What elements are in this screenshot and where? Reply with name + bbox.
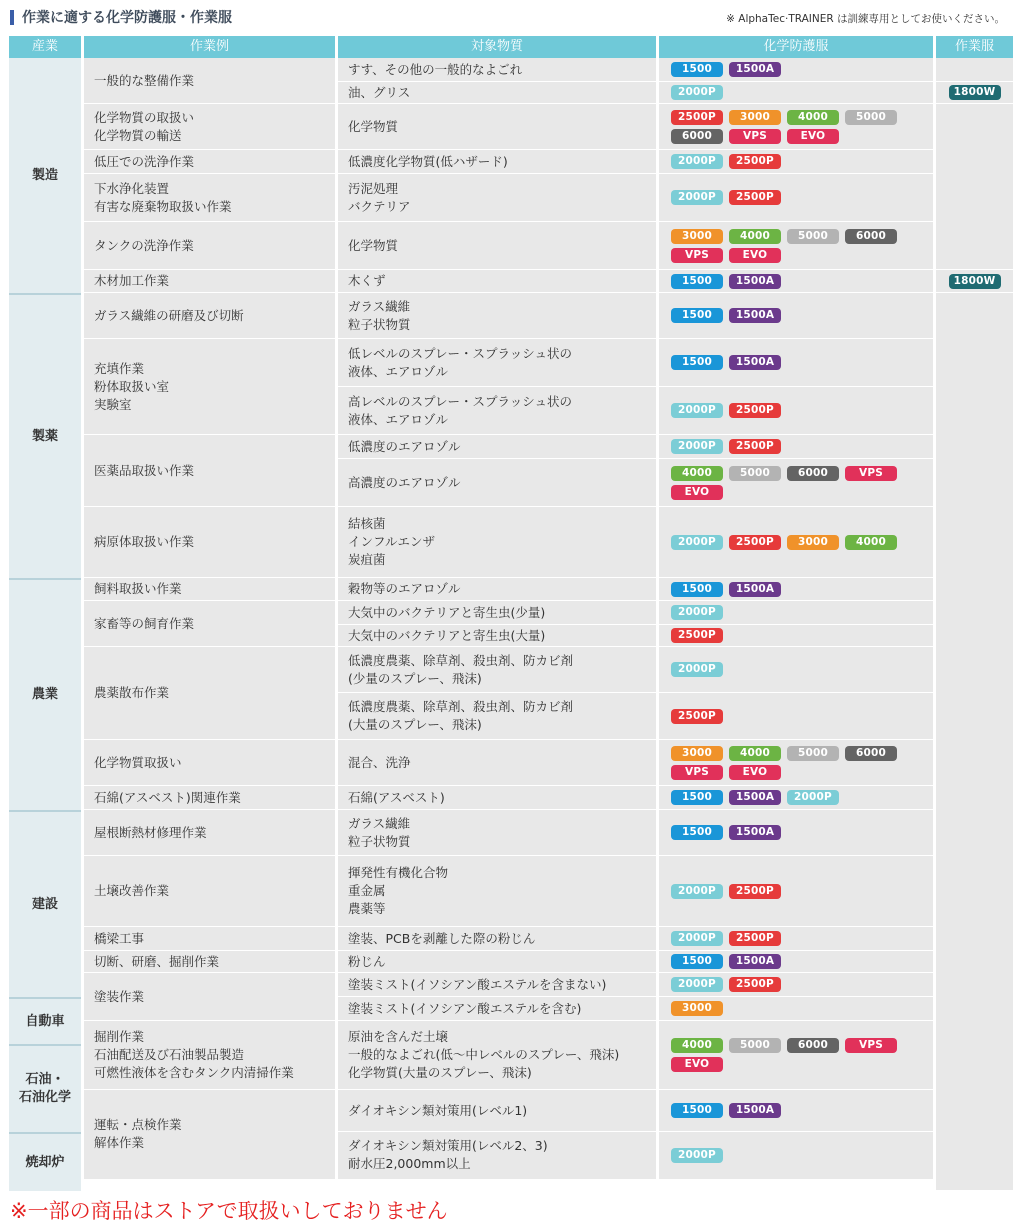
- task-cell: [84, 435, 335, 507]
- task-cell: [84, 1090, 335, 1180]
- substance-lines: 塗装、PCBを剥離した際の粉じん: [348, 930, 536, 946]
- suit-badge-2000p: 2000P: [671, 190, 723, 205]
- workwear-badge-1800w: 1800W: [949, 85, 1001, 100]
- suit-cell: [659, 435, 933, 459]
- suit-badges: [671, 1001, 911, 1016]
- suit-badge-vps: VPS: [729, 129, 781, 144]
- task-lines: 切断、研磨、掘削作業: [94, 953, 220, 969]
- suit-badge-1500: 1500: [671, 308, 723, 323]
- suit-badge-evo: EVO: [671, 1057, 723, 1072]
- workwear-cell: [936, 58, 1013, 82]
- task-lines: 運転・点検作業 解体作業: [94, 1117, 182, 1151]
- header-suit: 化学防護服: [659, 36, 933, 58]
- suit-badge-1500a: 1500A: [729, 1103, 781, 1118]
- suit-badge-1500a: 1500A: [729, 825, 781, 840]
- industry-cell: [9, 810, 81, 997]
- suit-cell: [659, 104, 933, 150]
- substance-lines: 原油を含んだ土壌 一般的なよごれ(低～中レベルのスプレー、飛沫) 化学物質(大量のスプレー、飛沫): [348, 1029, 620, 1080]
- industry-label: 建設: [31, 896, 58, 912]
- suit-badges: [671, 709, 911, 724]
- task-cell: [84, 973, 335, 1021]
- substance-cell: [338, 856, 656, 927]
- suit-badge-vps: VPS: [845, 466, 897, 481]
- industry-label: 焼却炉: [25, 1154, 65, 1170]
- substance-lines: ガラス繊維 粒子状物質: [348, 298, 411, 332]
- substance-lines: すす、その他の一般的なよごれ: [348, 61, 523, 77]
- substance-cell: [338, 693, 656, 740]
- suit-badge-1500a: 1500A: [729, 308, 781, 323]
- suit-badge-1500: 1500: [671, 790, 723, 805]
- header-task: 作業例: [84, 36, 335, 58]
- substance-cell: [338, 104, 656, 150]
- suit-badge-2000p: 2000P: [671, 931, 723, 946]
- task-lines: 化学物質取扱い: [94, 754, 182, 770]
- substance-cell: [338, 740, 656, 786]
- substance-lines: 低濃度農薬、除草剤、殺虫剤、防カビ剤 (大量のスプレー、飛沫): [348, 699, 574, 732]
- task-lines: 橋梁工事: [94, 930, 145, 946]
- task-cell: [84, 951, 335, 973]
- suit-badge-6000: 6000: [787, 466, 839, 481]
- substance-lines: 塗装ミスト(イソシアン酸エステルを含まない): [348, 976, 607, 992]
- substance-lines: 低濃度化学物質(低ハザード): [348, 153, 508, 169]
- substance-cell: [338, 339, 656, 387]
- substance-lines: 高濃度のエアロゾル: [348, 474, 461, 490]
- suit-cell: [659, 270, 933, 293]
- substance-lines: 高レベルのスプレー・スプラッシュ状の 液体、エアロゾル: [348, 393, 573, 427]
- workwear-cell: [936, 270, 1013, 293]
- industry-label: 農業: [31, 687, 58, 702]
- task-cell: [84, 1021, 335, 1090]
- substance-cell: [338, 997, 656, 1021]
- substance-cell: [338, 222, 656, 270]
- suit-badge-3000: 3000: [671, 1001, 723, 1016]
- suit-badge-vps: VPS: [671, 248, 723, 263]
- suit-badge-4000: 4000: [787, 110, 839, 125]
- substance-cell: [338, 625, 656, 647]
- suit-badges: [671, 954, 911, 969]
- suit-cell: [659, 647, 933, 693]
- page-title: 作業に適する化学防護服・作業服: [22, 10, 232, 26]
- task-lines: 塗装作業: [94, 988, 145, 1004]
- suit-badge-3000: 3000: [787, 535, 839, 550]
- suit-badge-5000: 5000: [729, 466, 781, 481]
- suit-badge-2000p: 2000P: [671, 1148, 723, 1163]
- suit-badge-3000: 3000: [671, 746, 723, 761]
- suit-badge-4000: 4000: [845, 535, 897, 550]
- suit-badges: [671, 308, 911, 323]
- task-lines: 掘削作業 石油配送及び石油製品製造 可燃性液体を含むタンク内清掃作業: [94, 1029, 294, 1080]
- title-accent-bar: [10, 10, 14, 25]
- suit-badge-2000p: 2000P: [671, 977, 723, 992]
- substance-cell: [338, 951, 656, 973]
- suit-cell: [659, 58, 933, 82]
- suit-badge-2500p: 2500P: [729, 535, 781, 550]
- suit-badge-6000: 6000: [845, 229, 897, 244]
- task-cell: [84, 222, 335, 270]
- suit-cell: [659, 222, 933, 270]
- task-cell: [84, 293, 335, 339]
- substance-lines: ダイオキシン類対策用(レベル1): [348, 1102, 528, 1118]
- industry-cell: [9, 1132, 81, 1191]
- suit-badge-1500: 1500: [671, 1103, 723, 1118]
- task-cell: [84, 174, 335, 222]
- suit-badges: [671, 403, 911, 418]
- task-cell: [84, 647, 335, 740]
- industry-cell: [9, 58, 81, 293]
- suit-badge-1500: 1500: [671, 582, 723, 597]
- suit-badge-1500a: 1500A: [729, 790, 781, 805]
- substance-cell: [338, 507, 656, 578]
- suit-badge-2500p: 2500P: [671, 110, 723, 125]
- substance-lines: 化学物質: [348, 237, 399, 253]
- suit-cell: [659, 1090, 933, 1132]
- suit-cell: [659, 82, 933, 104]
- suit-badge-3000: 3000: [671, 229, 723, 244]
- substance-lines: 油、グリス: [348, 84, 411, 100]
- suit-badge-5000: 5000: [787, 229, 839, 244]
- substance-lines: 粉じん: [348, 953, 386, 969]
- suit-cell: [659, 927, 933, 951]
- industry-label: 製薬: [31, 428, 58, 444]
- suit-badges: [671, 355, 911, 370]
- suit-badges: [671, 628, 911, 643]
- suit-badges: [671, 977, 911, 992]
- workwear-cell: [936, 104, 1013, 270]
- task-lines: 病原体取扱い作業: [94, 534, 195, 549]
- suit-badge-2000p: 2000P: [671, 605, 723, 620]
- task-lines: 下水浄化装置 有害な廃棄物取扱い作業: [94, 180, 232, 214]
- suit-badge-2500p: 2500P: [729, 439, 781, 454]
- suit-badge-2500p: 2500P: [671, 628, 723, 643]
- workwear-cell: [936, 293, 1013, 1191]
- substance-cell: [338, 82, 656, 104]
- suit-badge-1500: 1500: [671, 825, 723, 840]
- suit-badges: [671, 154, 911, 169]
- task-cell: [84, 786, 335, 810]
- suit-badge-vps: VPS: [845, 1038, 897, 1053]
- task-lines: 一般的な整備作業: [94, 72, 195, 88]
- suit-badges: [671, 466, 911, 500]
- substance-lines: 大気中のバクテリアと寄生虫(少量): [348, 604, 546, 620]
- substance-lines: ダイオキシン類対策用(レベル2、3) 耐水圧2,000mm以上: [348, 1138, 548, 1172]
- substance-lines: 木くず: [348, 273, 386, 288]
- suit-cell: [659, 293, 933, 339]
- suit-badges: [671, 1148, 911, 1163]
- suit-badge-4000: 4000: [729, 746, 781, 761]
- task-cell: [84, 856, 335, 927]
- suit-badges: [671, 62, 911, 77]
- task-lines: 化学物質の取扱い 化学物質の輸送: [94, 109, 195, 143]
- suit-badge-4000: 4000: [671, 1038, 723, 1053]
- suit-badges: [671, 85, 911, 100]
- substance-lines: 低濃度農薬、除草剤、殺虫剤、防カビ剤 (少量のスプレー、飛沫): [348, 652, 574, 686]
- substance-cell: [338, 58, 656, 82]
- suit-cell: [659, 786, 933, 810]
- suit-badge-2000p: 2000P: [671, 662, 723, 677]
- suit-badges: [671, 229, 911, 263]
- substance-cell: [338, 810, 656, 856]
- suit-badge-6000: 6000: [845, 746, 897, 761]
- substance-cell: [338, 150, 656, 174]
- suit-badges: [671, 884, 911, 899]
- substance-cell: [338, 1090, 656, 1132]
- substance-cell: [338, 174, 656, 222]
- task-lines: 低圧での洗浄作業: [94, 153, 195, 169]
- suit-cell: [659, 1021, 933, 1090]
- task-lines: タンクの洗浄作業: [94, 237, 194, 253]
- suit-badges: [671, 825, 911, 840]
- suit-cell: [659, 951, 933, 973]
- suit-badge-2500p: 2500P: [729, 977, 781, 992]
- industry-cell: [9, 293, 81, 578]
- trainer-note: ※ AlphaTec·TRAINER は訓練専用としてお使いください。: [726, 13, 1005, 25]
- suit-cell: [659, 339, 933, 387]
- task-cell: [84, 58, 335, 104]
- footer-note: ※一部の商品はストアで取扱いしておりません: [10, 1199, 448, 1223]
- suit-badge-2500p: 2500P: [729, 403, 781, 418]
- task-lines: 医薬品取扱い作業: [94, 462, 195, 478]
- substance-cell: [338, 270, 656, 293]
- task-cell: [84, 810, 335, 856]
- suit-badge-5000: 5000: [729, 1038, 781, 1053]
- task-cell: [84, 270, 335, 293]
- task-cell: [84, 927, 335, 951]
- suit-badge-evo: EVO: [787, 129, 839, 144]
- task-lines: ガラス繊維の研磨及び切断: [94, 307, 244, 323]
- suit-badge-2500p: 2500P: [671, 709, 723, 724]
- substance-cell: [338, 973, 656, 997]
- suit-badge-1500: 1500: [671, 355, 723, 370]
- task-cell: [84, 578, 335, 601]
- industry-label: 製造: [31, 167, 58, 183]
- suit-badge-2000p: 2000P: [671, 403, 723, 418]
- suit-badge-2500p: 2500P: [729, 884, 781, 899]
- task-cell: [84, 150, 335, 174]
- suit-badges: [671, 931, 911, 946]
- suit-badge-2000p: 2000P: [787, 790, 839, 805]
- suit-badge-6000: 6000: [671, 129, 723, 144]
- suit-cell: [659, 740, 933, 786]
- substance-lines: 低レベルのスプレー・スプラッシュ状の 液体、エアロゾル: [348, 345, 573, 379]
- suit-cell: [659, 625, 933, 647]
- suit-badge-evo: EVO: [729, 765, 781, 780]
- suit-cell: [659, 1132, 933, 1180]
- suit-badge-4000: 4000: [729, 229, 781, 244]
- suit-badge-2000p: 2000P: [671, 439, 723, 454]
- suit-badge-2500p: 2500P: [729, 931, 781, 946]
- task-cell: [84, 507, 335, 578]
- suit-badges: [671, 605, 911, 620]
- task-cell: [84, 104, 335, 150]
- suit-badges: [671, 582, 911, 597]
- task-cell: [84, 601, 335, 647]
- task-cell: [84, 740, 335, 786]
- task-cell: [84, 339, 335, 435]
- suit-badge-evo: EVO: [729, 248, 781, 263]
- suit-badges: [671, 1038, 911, 1072]
- suit-cell: [659, 578, 933, 601]
- suit-cell: [659, 973, 933, 997]
- substance-lines: 石綿(アスベスト): [348, 789, 445, 805]
- suit-badges: [671, 110, 911, 144]
- substance-lines: 低濃度のエアロゾル: [348, 438, 461, 454]
- suit-badge-2500p: 2500P: [729, 154, 781, 169]
- task-lines: 充填作業 粉体取扱い室 実験室: [94, 360, 170, 412]
- task-lines: 土壌改善作業: [94, 883, 170, 898]
- substance-lines: 揮発性有機化合物 重金属 農薬等: [348, 865, 449, 916]
- task-lines: 農薬散布作業: [94, 685, 170, 700]
- substance-cell: [338, 578, 656, 601]
- suit-badge-1500: 1500: [671, 62, 723, 77]
- industry-cell: [9, 1044, 81, 1132]
- suit-cell: [659, 150, 933, 174]
- suit-badge-1500a: 1500A: [729, 954, 781, 969]
- suit-badge-1500: 1500: [671, 954, 723, 969]
- substance-lines: 汚泥処理 バクテリア: [348, 180, 411, 214]
- suit-badge-6000: 6000: [787, 1038, 839, 1053]
- suit-badges: [671, 535, 911, 550]
- substance-cell: [338, 387, 656, 435]
- suit-badge-vps: VPS: [671, 765, 723, 780]
- substance-cell: [338, 459, 656, 507]
- suit-cell: [659, 810, 933, 856]
- suit-badges: [671, 439, 911, 454]
- industry-label: 自動車: [25, 1013, 65, 1029]
- header-industry: 産業: [9, 36, 81, 58]
- suit-badges: [671, 746, 911, 780]
- suit-badge-4000: 4000: [671, 466, 723, 481]
- suit-cell: [659, 997, 933, 1021]
- suit-cell: [659, 507, 933, 578]
- workwear-cell: [936, 82, 1013, 104]
- substance-cell: [338, 786, 656, 810]
- industry-cell: [9, 997, 81, 1044]
- header-substance: 対象物質: [338, 36, 656, 58]
- suit-badges: [671, 190, 911, 205]
- suit-cell: [659, 459, 933, 507]
- substance-cell: [338, 1132, 656, 1180]
- suit-badge-3000: 3000: [729, 110, 781, 125]
- substance-cell: [338, 293, 656, 339]
- substance-cell: [338, 1021, 656, 1090]
- suit-badges: [671, 1103, 911, 1118]
- suit-badge-5000: 5000: [787, 746, 839, 761]
- task-lines: 家畜等の飼育作業: [94, 615, 195, 631]
- substance-cell: [338, 927, 656, 951]
- suit-badge-1500a: 1500A: [729, 62, 781, 77]
- substance-lines: 化学物質: [348, 118, 399, 134]
- suit-cell: [659, 856, 933, 927]
- substance-cell: [338, 601, 656, 625]
- suit-cell: [659, 601, 933, 625]
- workwear-badge-1800w: 1800W: [949, 274, 1001, 289]
- suit-badges: [671, 662, 911, 677]
- substance-cell: [338, 647, 656, 693]
- header-wear: 作業服: [936, 36, 1013, 58]
- suit-badges: [671, 274, 911, 289]
- task-lines: 木材加工作業: [94, 273, 170, 288]
- suit-badge-2000p: 2000P: [671, 884, 723, 899]
- industry-label: 石油・ 石油化学: [18, 1072, 71, 1105]
- suit-badge-2000p: 2000P: [671, 154, 723, 169]
- task-lines: 飼料取扱い作業: [94, 581, 182, 596]
- substance-lines: 塗装ミスト(イソシアン酸エステルを含む): [348, 1000, 582, 1016]
- substance-cell: [338, 435, 656, 459]
- suit-badge-5000: 5000: [845, 110, 897, 125]
- substance-lines: 結核菌 インフルエンザ 炭疽菌: [348, 516, 436, 567]
- substance-lines: ガラス繊維 粒子状物質: [348, 815, 411, 849]
- substance-lines: 穀物等のエアロゾル: [348, 581, 461, 596]
- suit-cell: [659, 174, 933, 222]
- substance-lines: 混合、洗浄: [348, 754, 411, 770]
- suit-badges: [671, 790, 911, 805]
- protective-clothing-table: [9, 36, 1005, 1191]
- task-lines: 石綿(アスベスト)関連作業: [94, 789, 241, 805]
- suit-badge-1500a: 1500A: [729, 355, 781, 370]
- substance-lines: 大気中のバクテリアと寄生虫(大量): [348, 627, 546, 643]
- suit-cell: [659, 387, 933, 435]
- suit-badge-2000p: 2000P: [671, 85, 723, 100]
- suit-badge-evo: EVO: [671, 485, 723, 500]
- suit-badge-1500a: 1500A: [729, 582, 781, 597]
- suit-badge-2500p: 2500P: [729, 190, 781, 205]
- suit-badge-2000p: 2000P: [671, 535, 723, 550]
- task-lines: 屋根断熱材修理作業: [94, 824, 207, 840]
- suit-badge-1500a: 1500A: [729, 274, 781, 289]
- suit-badge-1500: 1500: [671, 274, 723, 289]
- title-bar: [10, 8, 1005, 30]
- suit-cell: [659, 693, 933, 740]
- industry-cell: [9, 578, 81, 810]
